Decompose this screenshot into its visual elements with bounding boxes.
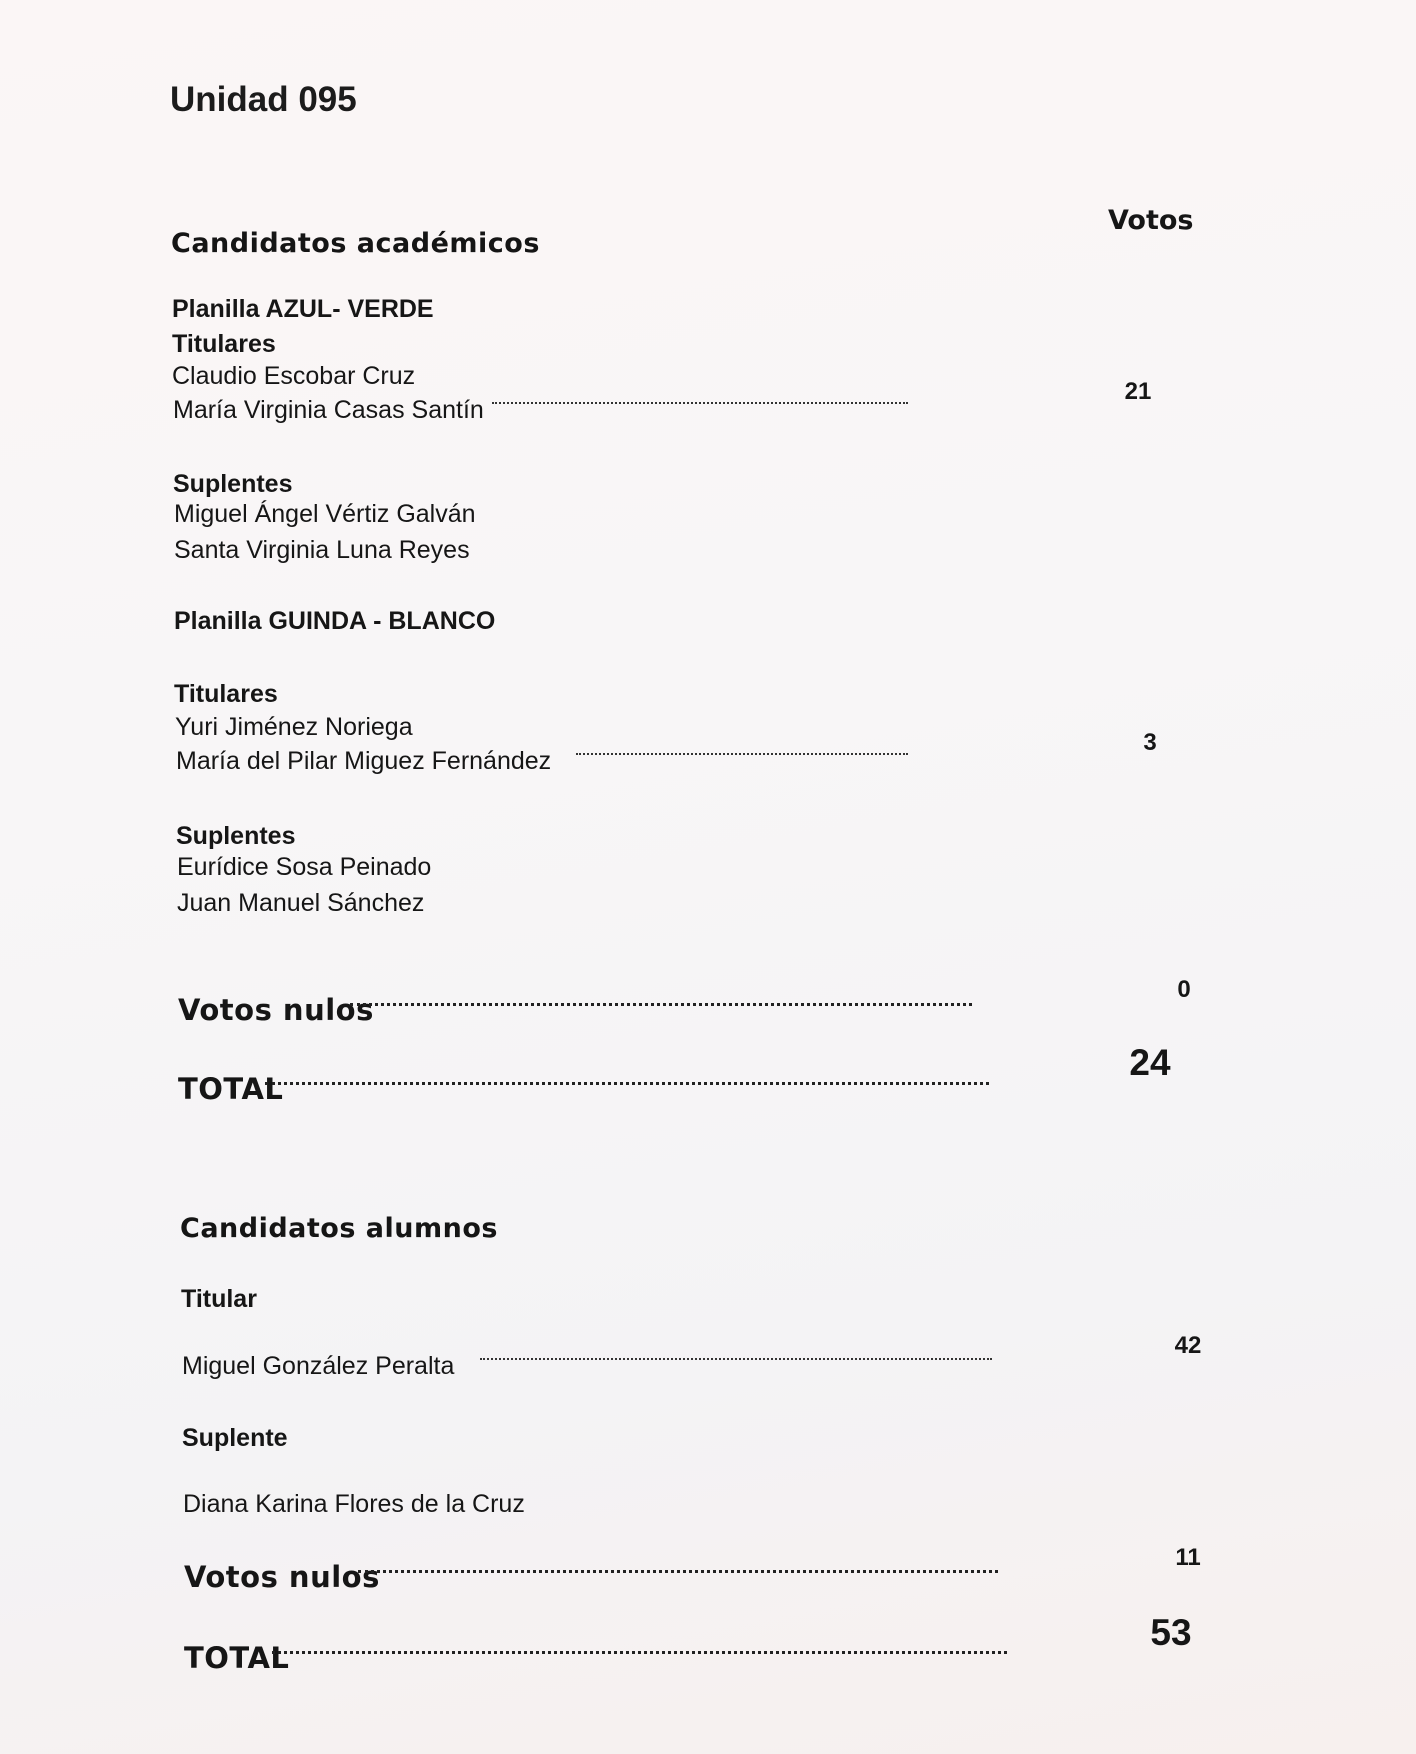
- dot-leader: [480, 1358, 992, 1360]
- academic-total: 24: [1129, 1042, 1171, 1083]
- unit-title: Unidad 095: [170, 80, 357, 119]
- slate-azul-verde-titular-1: Claudio Escobar Cruz: [172, 362, 416, 390]
- slate-guinda-blanco-titulares-label: Titulares: [174, 680, 278, 708]
- academic-section-title: Candidatos académicos: [171, 228, 540, 259]
- slate-guinda-blanco-suplentes-label: Suplentes: [176, 822, 296, 850]
- slate-azul-verde-suplente-2: Santa Virginia Luna Reyes: [174, 536, 470, 564]
- slate-azul-verde-titulares-label: Titulares: [172, 330, 276, 358]
- students-suplente-label: Suplente: [182, 1424, 288, 1452]
- students-null-votes-label: Votos nulos: [184, 1560, 380, 1594]
- dot-leader: [265, 1082, 989, 1085]
- dot-leader: [350, 1003, 972, 1006]
- slate-azul-verde-title: Planilla AZUL- VERDE: [172, 295, 434, 323]
- slate-guinda-blanco-titular-1: Yuri Jiménez Noriega: [175, 713, 413, 741]
- academic-null-votes: 0: [1177, 976, 1191, 1003]
- votes-column-header: Votos: [1108, 205, 1194, 236]
- slate-guinda-blanco-suplente-2: Juan Manuel Sánchez: [177, 889, 425, 917]
- dot-leader: [358, 1570, 998, 1573]
- students-null-votes: 11: [1175, 1544, 1201, 1571]
- slate-guinda-blanco-votes: 3: [1143, 729, 1157, 756]
- dot-leader: [272, 1651, 1007, 1654]
- slate-azul-verde-votes: 21: [1124, 378, 1152, 405]
- slate-azul-verde-titular-2: María Virginia Casas Santín: [173, 396, 484, 424]
- slate-azul-verde-suplentes-label: Suplentes: [173, 470, 293, 498]
- students-titular-name: Miguel González Peralta: [182, 1352, 455, 1380]
- students-section-title: Candidatos alumnos: [180, 1213, 498, 1244]
- students-titular-label: Titular: [181, 1285, 257, 1313]
- students-titular-votes: 42: [1174, 1332, 1202, 1359]
- dot-leader: [576, 753, 908, 755]
- dot-leader: [492, 402, 908, 404]
- slate-guinda-blanco-titular-2: María del Pilar Miguez Fernández: [176, 747, 552, 775]
- students-total-label: TOTAL: [184, 1641, 290, 1675]
- academic-null-votes-label: Votos nulos: [178, 993, 374, 1027]
- students-total: 53: [1150, 1612, 1192, 1653]
- slate-azul-verde-suplente-1: Miguel Ángel Vértiz Galván: [174, 500, 476, 528]
- slate-guinda-blanco-suplente-1: Eurídice Sosa Peinado: [177, 853, 432, 881]
- academic-total-label: TOTAL: [178, 1072, 284, 1106]
- slate-guinda-blanco-title: Planilla GUINDA - BLANCO: [174, 607, 496, 635]
- students-suplente-name: Diana Karina Flores de la Cruz: [183, 1490, 525, 1518]
